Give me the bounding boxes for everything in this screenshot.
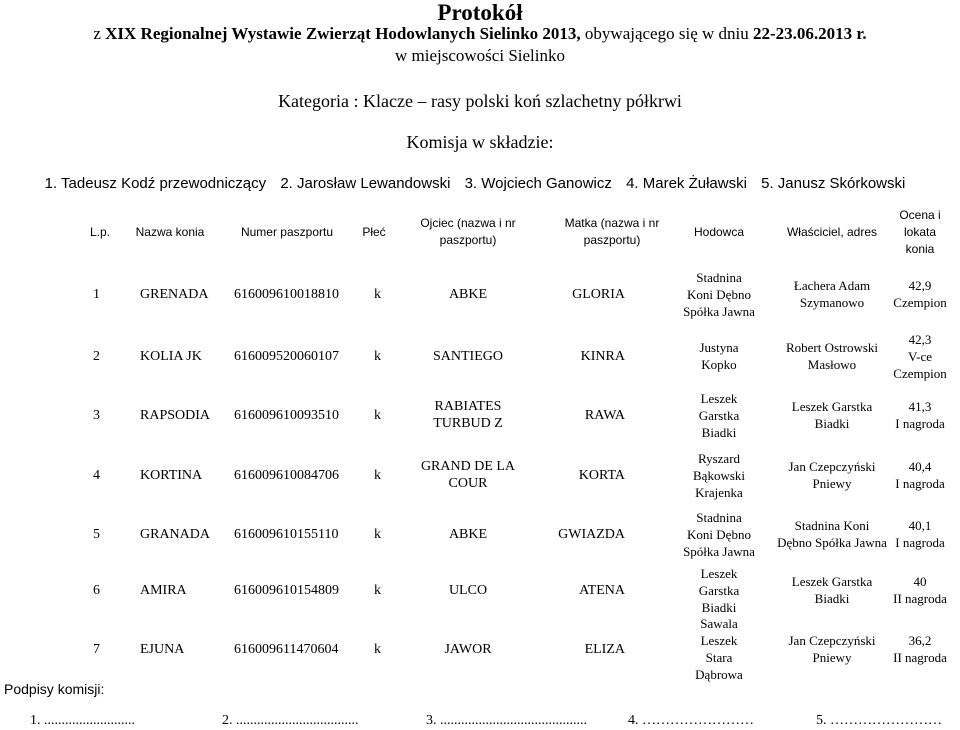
cell-dam-line: GWIAZDA [558, 526, 625, 542]
cell-breeder [664, 446, 774, 504]
cell-score [880, 264, 960, 324]
cell-dam [542, 264, 682, 324]
cell-dam [542, 386, 682, 444]
cell-score-line: V-ce [907, 348, 933, 364]
header-dam [542, 215, 682, 249]
header-score-line: konia [905, 241, 935, 256]
cell-breeder [664, 264, 774, 324]
cell-lp-line: 6 [93, 582, 100, 598]
header-breeder: Hodowca [693, 224, 745, 239]
cell-sire-line: ABKE [448, 286, 488, 302]
cell-sire-line: ULCO [448, 582, 488, 598]
cell-dam [542, 618, 682, 680]
cell-sire-line: TURBUD Z [433, 416, 503, 431]
cell-dam-line: KORTA [578, 467, 625, 483]
commission-heading: Komisja w składzie: [406, 132, 554, 152]
cell-sex [354, 326, 394, 386]
cell-owner-line: Łachera Adam [793, 278, 871, 293]
header-score [880, 207, 960, 258]
cell-horse-name-line: KORTINA [140, 467, 203, 483]
cell-score [880, 386, 960, 444]
cell-passport [224, 264, 350, 324]
cell-score [880, 506, 960, 562]
cell-breeder-line: Leszek [700, 565, 738, 581]
cell-lp-line: 1 [93, 286, 100, 302]
document-title: Protokół [437, 0, 523, 25]
cell-passport [224, 446, 350, 504]
cell-sire-line: RABIATES [434, 399, 502, 414]
cell-sex-line: k [374, 407, 381, 423]
cell-passport-line: 616009611470604 [234, 641, 339, 657]
table-row [82, 326, 960, 386]
member-3: 3. Wojciech Ganowicz [464, 175, 612, 192]
cell-breeder-line: Spółka Jawna [683, 543, 755, 559]
cell-passport-line: 616009610155110 [234, 526, 339, 542]
cell-lp [82, 564, 118, 616]
cell-owner-line: Biadki [814, 591, 850, 606]
cell-breeder [664, 506, 774, 562]
cell-lp-line: 4 [93, 467, 100, 483]
cell-score-line: 40,4 [908, 459, 932, 474]
header-score-line: lokata [903, 224, 937, 239]
cell-lp [82, 446, 118, 504]
cell-score-line: I nagroda [895, 535, 945, 550]
cell-lp-line: 5 [93, 526, 100, 542]
cell-breeder-line: Stadnina [696, 269, 742, 285]
header-sire [397, 215, 539, 249]
cell-score [880, 446, 960, 504]
cell-breeder-line: Garstka [698, 407, 740, 423]
cell-breeder-line: Ryszard [697, 450, 741, 466]
cell-score-line: 36,2 [908, 633, 932, 648]
cell-passport-line: 616009610084706 [234, 467, 339, 483]
signature-line: 3. .......................................... [426, 713, 587, 728]
cell-owner-line: Jan Czepczyński [788, 633, 876, 648]
cell-sex-line: k [374, 467, 381, 483]
cell-lp-line: 7 [93, 641, 100, 657]
table-row [82, 446, 960, 504]
cell-sire-line: JAWOR [444, 641, 492, 657]
cell-horse-name-line: RAPSODIA [140, 407, 211, 423]
cell-horse-name [120, 446, 220, 504]
cell-score-line: II nagroda [893, 591, 947, 606]
header-lp: L.p. [89, 224, 110, 239]
table-header [82, 206, 960, 258]
table-row [82, 386, 960, 444]
cell-lp [82, 506, 118, 562]
cell-sex [354, 506, 394, 562]
cell-score-line: Czempion [893, 365, 947, 381]
header-sire-line: paszportu) [439, 233, 497, 247]
cell-sire [397, 326, 539, 386]
table-row [82, 564, 960, 616]
cell-breeder-line: Kopko [701, 357, 737, 372]
cell-passport-line: 616009610018810 [234, 286, 339, 302]
cell-score-line: 42,3 [908, 331, 932, 347]
header-name: Nazwa konia [135, 224, 205, 239]
cell-lp-line: 2 [93, 348, 100, 364]
cell-passport [224, 618, 350, 680]
cell-horse-name [120, 506, 220, 562]
header-sire-line: Ojciec (nazwa i nr [420, 216, 516, 230]
member-1: 1. Tadeusz Kodź przewodniczący [44, 175, 267, 192]
cell-passport [224, 326, 350, 386]
cell-passport [224, 564, 350, 616]
member-4: 4. Marek Żuławski [626, 175, 747, 192]
header-owner: Właściciel, adres [786, 224, 878, 239]
cell-breeder-line: Justyna [699, 340, 739, 355]
cell-horse-name [120, 618, 220, 680]
cell-lp [82, 326, 118, 386]
cell-breeder-line: Sawala [700, 616, 738, 631]
event-name: XIX Regionalnej Wystawie Zwierząt Hodowlanych Sielinko 2013, [105, 24, 581, 43]
header-dam-line: Matka (nazwa i nr [564, 216, 660, 230]
event-location: w miejscowości Sielinko [395, 46, 565, 65]
cell-score [880, 564, 960, 616]
commission-members [0, 174, 960, 194]
cell-dam [542, 564, 682, 616]
cell-sex [354, 446, 394, 504]
cell-owner-line: Masłowo [807, 357, 857, 372]
cell-breeder [664, 618, 774, 680]
cell-horse-name [120, 386, 220, 444]
cell-score-line: 41,3 [908, 399, 932, 414]
cell-sex-line: k [374, 286, 381, 302]
cell-passport-line: 616009520060107 [234, 348, 339, 364]
cell-horse-name [120, 264, 220, 324]
cell-horse-name-line: GRANADA [140, 526, 210, 542]
cell-breeder [664, 386, 774, 444]
cell-breeder [664, 564, 774, 616]
cell-dam [542, 506, 682, 562]
cell-sex [354, 618, 394, 680]
cell-horse-name-line: EJUNA [140, 641, 185, 657]
cell-passport-line: 616009610154809 [234, 582, 339, 598]
cell-dam-line: ATENA [579, 582, 625, 598]
signature-line: 5. …………………… [816, 713, 942, 728]
cell-sire-line: SANTIEGO [433, 348, 503, 364]
cell-sire [397, 564, 539, 616]
cell-lp [82, 386, 118, 444]
cell-owner-line: Dębno Spółka Jawna [777, 535, 887, 550]
cell-score-line: Czempion [893, 295, 947, 310]
cell-breeder-line: Biadki [701, 599, 737, 615]
cell-owner-line: Leszek Garstka [791, 574, 873, 589]
cell-sire [397, 446, 539, 504]
cell-sire-line: COUR [448, 476, 488, 491]
cell-sire [397, 506, 539, 562]
cell-sex [354, 264, 394, 324]
member-2: 2. Jarosław Lewandowski [280, 175, 451, 192]
cell-dam-line: GLORIA [572, 286, 625, 302]
cell-dam-line: ELIZA [584, 641, 625, 657]
cell-breeder-line: Stadnina [696, 509, 742, 525]
cell-breeder-line: Leszek [700, 633, 738, 648]
cell-sire [397, 386, 539, 444]
cell-score [880, 618, 960, 680]
cell-dam-line: RAWA [584, 407, 625, 423]
cell-score-line: 40 [913, 574, 927, 589]
cell-sex-line: k [374, 582, 381, 598]
cell-breeder-line: Spółka Jawna [683, 303, 755, 319]
subtitle-prefix: z [93, 24, 106, 43]
cell-sire-line: GRAND DE LA [420, 459, 516, 474]
signatures-label: Podpisy komisji: [4, 681, 105, 697]
cell-owner-line: Pniewy [812, 650, 852, 665]
member-5: 5. Janusz Skórkowski [761, 175, 906, 192]
cell-sex [354, 564, 394, 616]
signature-line: 2. ................................... [222, 713, 359, 728]
cell-breeder [664, 326, 774, 386]
cell-score-line: I nagroda [895, 476, 945, 491]
cell-breeder-line: Krajenka [695, 484, 743, 500]
cell-dam-line: KINRA [580, 348, 625, 364]
cell-horse-name [120, 564, 220, 616]
cell-sex-line: k [374, 526, 381, 542]
cell-breeder-line: Bąkowski [693, 467, 745, 483]
cell-breeder-line: Stara [705, 650, 733, 665]
cell-owner-line: Pniewy [812, 476, 852, 491]
cell-breeder-line: Garstka [698, 582, 740, 598]
cell-breeder-line: Koni Dębno [687, 286, 751, 302]
cell-sire-line: ABKE [448, 526, 488, 542]
cell-score [880, 326, 960, 386]
cell-sire [397, 264, 539, 324]
cell-breeder-line: Leszek [700, 390, 738, 406]
cell-lp [82, 618, 118, 680]
event-subtitle [0, 24, 960, 44]
cell-breeder-line: Dąbrowa [695, 667, 743, 682]
cell-score-line: I nagroda [895, 416, 945, 431]
cell-score-line: 40,1 [908, 518, 932, 533]
signature-line: 1. .......................... [30, 713, 135, 728]
cell-sex-line: k [374, 641, 381, 657]
header-passport: Numer paszportu [240, 224, 334, 239]
header-score-line: Ocena i [899, 207, 941, 222]
cell-owner-line: Leszek Garstka [791, 399, 873, 414]
cell-score-line: II nagroda [893, 650, 947, 665]
cell-breeder-line: Biadki [701, 424, 737, 440]
cell-lp-line: 3 [93, 407, 100, 423]
cell-owner-line: Biadki [814, 416, 850, 431]
cell-sex-line: k [374, 348, 381, 364]
cell-horse-name [120, 326, 220, 386]
signature-line: 4. …………………… [628, 713, 754, 728]
table-row [82, 264, 960, 324]
cell-owner-line: Robert Ostrowski [785, 340, 879, 355]
cell-sex [354, 386, 394, 444]
cell-lp [82, 264, 118, 324]
cell-dam [542, 446, 682, 504]
event-date: 22-23.06.2013 r. [753, 24, 867, 43]
cell-score-line: 42,9 [908, 278, 932, 293]
cell-owner-line: Stadnina Koni [794, 518, 870, 533]
cell-owner-line: Szymanowo [799, 295, 865, 310]
cell-passport [224, 386, 350, 444]
cell-sire [397, 618, 539, 680]
cell-horse-name-line: KOLIA JK [140, 348, 202, 364]
table-row [82, 506, 960, 562]
cell-horse-name-line: GRENADA [140, 286, 209, 302]
subtitle-mid: obywającego się w dniu [580, 24, 753, 43]
header-dam-line: paszportu) [583, 233, 641, 247]
table-row [82, 618, 960, 680]
header-sex: Płeć [362, 224, 386, 239]
cell-horse-name-line: AMIRA [140, 582, 187, 598]
category-line: Kategoria : Klacze – rasy polski koń szlachetny półkrwi [278, 91, 682, 111]
cell-passport-line: 616009610093510 [234, 407, 339, 423]
cell-breeder-line: Koni Dębno [687, 526, 751, 542]
cell-passport [224, 506, 350, 562]
cell-dam [542, 326, 682, 386]
cell-owner-line: Jan Czepczyński [788, 459, 876, 474]
